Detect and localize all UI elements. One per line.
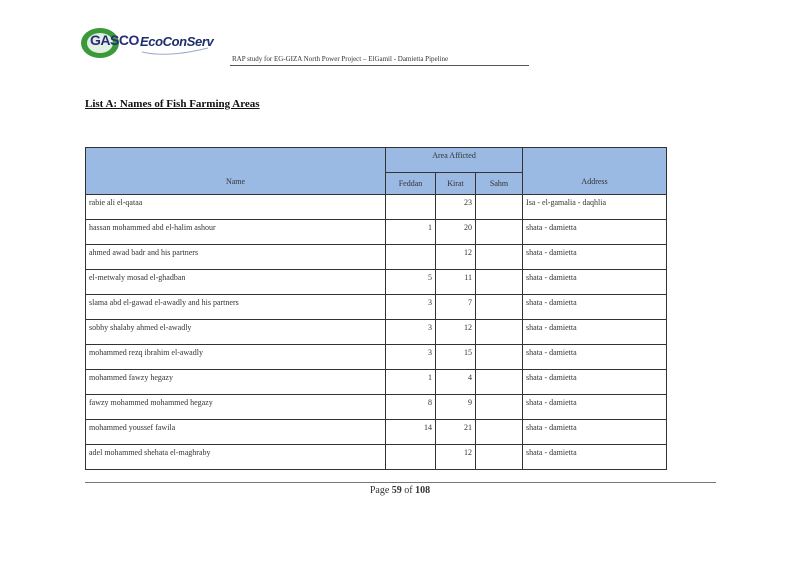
cell-kirat: 21 <box>436 420 476 445</box>
gasco-logo <box>80 26 138 60</box>
cell-feddan: 5 <box>386 270 436 295</box>
cell-address: Isa - el-gamalia - daqhlia <box>523 195 667 220</box>
cell-address: shata - damietta <box>523 445 667 470</box>
cell-address: shata - damietta <box>523 395 667 420</box>
table-row <box>86 395 667 420</box>
table-row <box>86 345 667 370</box>
gasco-logo-text: GASCO <box>90 32 139 48</box>
table-row <box>86 370 667 395</box>
cell-name: ahmed awad badr and his partners <box>86 245 386 270</box>
page-number <box>0 485 800 496</box>
header-divider <box>230 65 529 66</box>
cell-name: rabie ali el-qataa <box>86 195 386 220</box>
cell-kirat: 23 <box>436 195 476 220</box>
table-row <box>86 195 667 220</box>
page-total: 108 <box>415 485 431 496</box>
header-logos <box>80 22 230 66</box>
cell-address: shata - damietta <box>523 245 667 270</box>
cell-sahm <box>476 420 523 445</box>
table-row <box>86 245 667 270</box>
cell-address: shata - damietta <box>523 220 667 245</box>
cell-sahm <box>476 445 523 470</box>
cell-address: shata - damietta <box>523 345 667 370</box>
cell-address: shata - damietta <box>523 295 667 320</box>
cell-feddan: 3 <box>386 345 436 370</box>
cell-name: adel mohammed shehata el-maghraby <box>86 445 386 470</box>
cell-kirat: 7 <box>436 295 476 320</box>
footer-divider <box>85 482 716 483</box>
ecoconserv-logo <box>138 28 230 60</box>
cell-feddan: 14 <box>386 420 436 445</box>
cell-name: mohammed rezq ibrahim el-awadly <box>86 345 386 370</box>
document-header-title: RAP study for EG-GIZA North Power Project – ElGamil - Damietta Pipeline <box>232 55 449 63</box>
cell-sahm <box>476 195 523 220</box>
page-current: 59 <box>391 485 402 496</box>
cell-kirat: 20 <box>436 220 476 245</box>
cell-sahm <box>476 270 523 295</box>
header-address: Address <box>523 148 667 195</box>
header-kirat: Kirat <box>436 173 476 195</box>
cell-feddan <box>386 445 436 470</box>
cell-address: shata - damietta <box>523 370 667 395</box>
cell-name: sobhy shalaby ahmed el-awadly <box>86 320 386 345</box>
cell-feddan: 3 <box>386 320 436 345</box>
cell-kirat: 9 <box>436 395 476 420</box>
ecoconserv-logo-text: EcoConServ <box>140 34 214 49</box>
cell-feddan: 1 <box>386 220 436 245</box>
cell-name: hassan mohammed abd el-halim ashour <box>86 220 386 245</box>
cell-feddan: 1 <box>386 370 436 395</box>
cell-kirat: 12 <box>436 445 476 470</box>
cell-name: slama abd el-gawad el-awadly and his partners <box>86 295 386 320</box>
table-row <box>86 220 667 245</box>
cell-address: shata - damietta <box>523 270 667 295</box>
cell-address: shata - damietta <box>523 420 667 445</box>
cell-address: shata - damietta <box>523 320 667 345</box>
cell-kirat: 12 <box>436 320 476 345</box>
table-row <box>86 420 667 445</box>
cell-sahm <box>476 220 523 245</box>
cell-kirat: 4 <box>436 370 476 395</box>
header-feddan: Feddan <box>386 173 436 195</box>
cell-feddan: 8 <box>386 395 436 420</box>
cell-feddan <box>386 245 436 270</box>
cell-sahm <box>476 345 523 370</box>
cell-name: el-metwaly mosad el-ghadban <box>86 270 386 295</box>
page-label: Page <box>369 485 390 496</box>
cell-name: mohammed fawzy hegazy <box>86 370 386 395</box>
cell-sahm <box>476 295 523 320</box>
table-row <box>86 295 667 320</box>
cell-kirat: 12 <box>436 245 476 270</box>
cell-feddan: 3 <box>386 295 436 320</box>
page-of: of <box>404 485 413 496</box>
section-title: List A: Names of Fish Farming Areas <box>85 98 260 110</box>
table-row <box>86 320 667 345</box>
header-sahm: Sahm <box>476 173 523 195</box>
cell-sahm <box>476 245 523 270</box>
cell-feddan <box>386 195 436 220</box>
table-row <box>86 445 667 470</box>
fish-farming-table <box>85 147 667 470</box>
cell-name: fawzy mohammed mohammed hegazy <box>86 395 386 420</box>
cell-kirat: 15 <box>436 345 476 370</box>
cell-sahm <box>476 320 523 345</box>
cell-sahm <box>476 395 523 420</box>
table-row <box>86 270 667 295</box>
cell-kirat: 11 <box>436 270 476 295</box>
header-area-affected: Area Afficted <box>386 148 523 173</box>
cell-sahm <box>476 370 523 395</box>
cell-name: mohammed youssef fawila <box>86 420 386 445</box>
header-name: Name <box>86 148 386 195</box>
